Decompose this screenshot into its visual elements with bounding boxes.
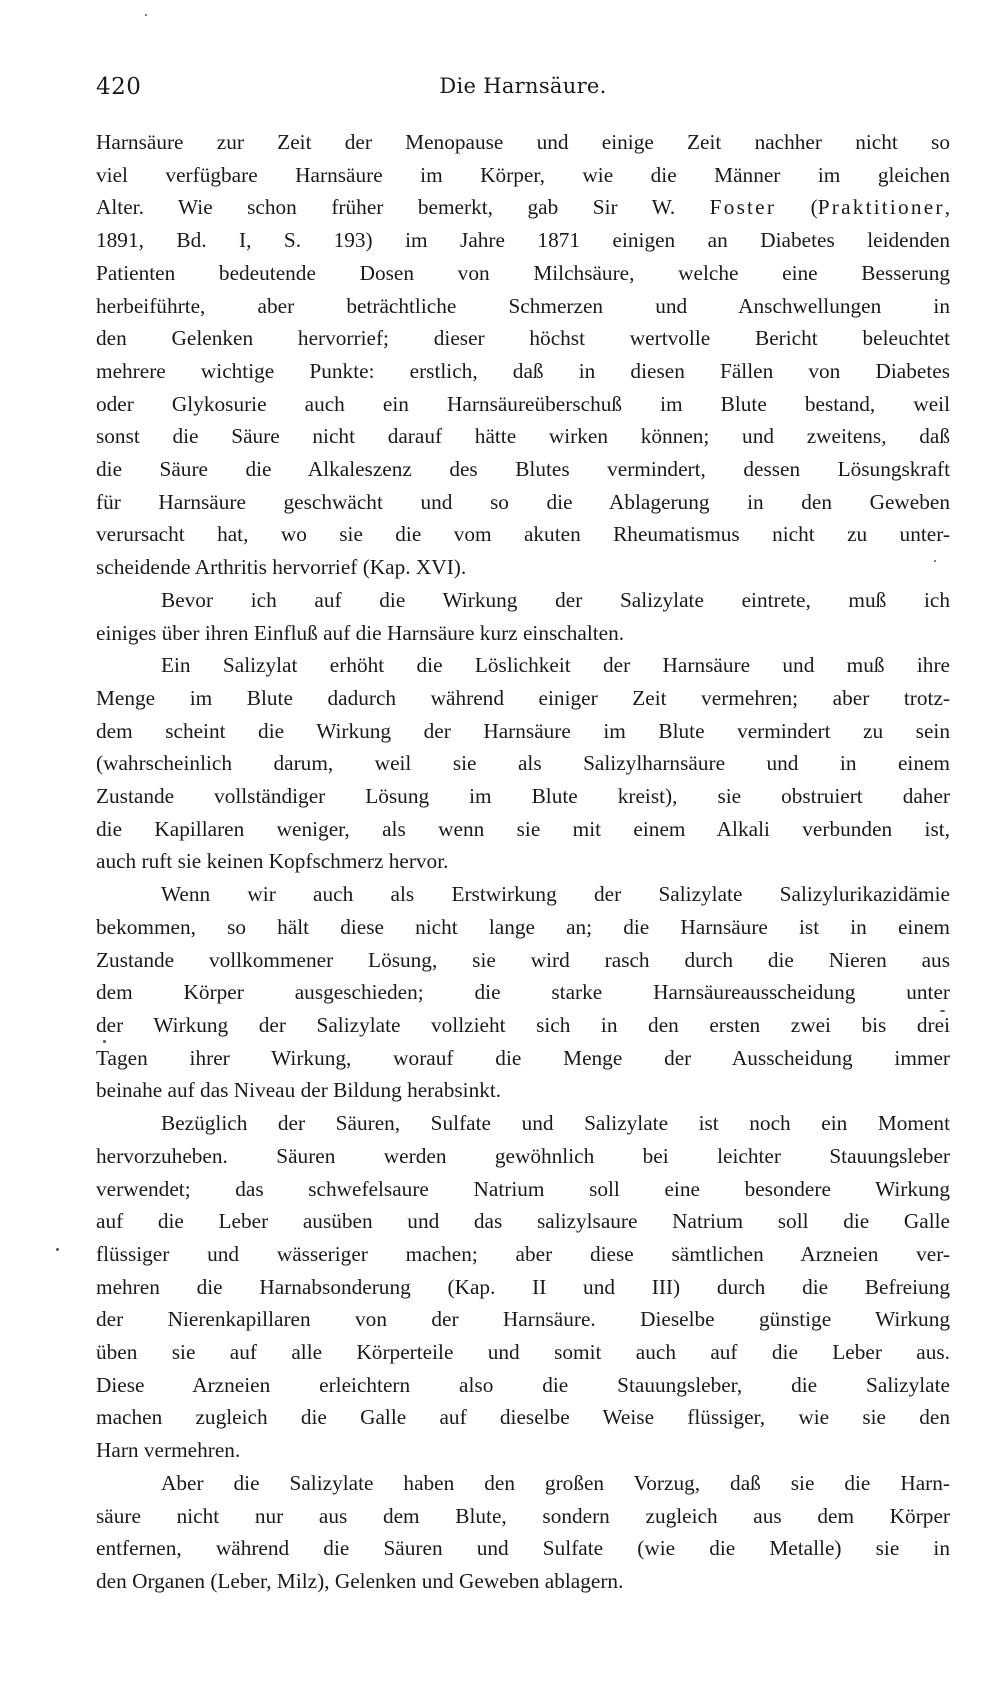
scan-speck (145, 14, 147, 16)
text-line: mehrere wichtige Punkte: erstlich, daß in diesen Fällen von Diabetes (96, 358, 950, 383)
text-line: einiges über ihren Einfluß auf die Harnsäure kurz einschalten. (96, 620, 625, 645)
text-line: Alter. Wie schon früher bemerkt, gab Sir W. Foster (Praktitioner, (96, 195, 951, 220)
text-line: der Nierenkapillaren von der Harnsäure. Dieselbe günstige Wirkung (96, 1307, 950, 1332)
text-line: bekommen, so hält diese nicht lange an; die Harnsäure ist in einem (96, 914, 950, 939)
text-line: den Gelenken hervorrief; dieser höchst wertvolle Bericht beleuchtet (96, 326, 950, 351)
text-line: oder Glykosurie auch ein Harnsäureüberschuß im Blute bestand, weil (96, 391, 950, 416)
text-line: Harnsäure zur Zeit der Menopause und einige Zeit nachher nicht so (96, 130, 950, 154)
paragraph (96, 126, 950, 584)
text-line: Zustande vollständiger Lösung im Blute kreist), sie obstruiert daher (96, 784, 950, 809)
text-line: sonst die Säure nicht darauf hätte wirken können; und zweitens, daß (96, 424, 950, 449)
text-line: machen zugleich die Galle auf dieselbe Weise flüssiger, wie sie den (96, 1405, 950, 1430)
scan-speck (103, 1040, 106, 1043)
text-line: Bevor ich auf die Wirkung der Salizylate eintrete, muß ich (161, 587, 950, 612)
paragraph (96, 1467, 950, 1598)
text-line: verursacht hat, wo sie die vom akuten Rheumatismus nicht zu unter- (96, 522, 950, 547)
text-line: scheidende Arthritis hervorrief (Kap. XVI). (96, 555, 467, 580)
text-line: für Harnsäure geschwächt und so die Ablagerung in den Geweben (96, 489, 950, 514)
text-line: flüssiger und wässeriger machen; aber diese sämtlichen Arzneien ver- (96, 1241, 950, 1266)
text-line: säure nicht nur aus dem Blute, sondern zugleich aus dem Körper (96, 1503, 950, 1528)
paragraph (96, 584, 950, 649)
text-line: den Organen (Leber, Milz), Gelenken und Geweben ablagern. (96, 1568, 624, 1593)
running-head: Die Harnsäure. (439, 74, 607, 98)
page-number: 420 (96, 74, 142, 100)
text-line: Aber die Salizylate haben den großen Vorzug, daß sie die Harn- (161, 1470, 950, 1495)
text-line: Zustande vollkommener Lösung, sie wird rasch durch die Nieren aus (96, 947, 950, 972)
scan-speck (940, 1010, 945, 1012)
text-line: verwendet; das schwefelsaure Natrium soll eine besondere Wirkung (96, 1176, 950, 1201)
text-line: hervorzuheben. Säuren werden gewöhnlich bei leichter Stauungsleber (96, 1143, 950, 1168)
paragraph (96, 649, 950, 878)
text-line: üben sie auf alle Körperteile und somit auch auf die Leber aus. (96, 1340, 950, 1365)
text-line: der Wirkung der Salizylate vollzieht sich in den ersten zwei bis drei (96, 1012, 950, 1037)
text-line: Diese Arzneien erleichtern also die Stauungsleber, die Salizylate (96, 1372, 950, 1397)
paragraph (96, 878, 950, 1107)
scan-speck (56, 1248, 59, 1251)
body-text (96, 126, 950, 1598)
text-line: mehren die Harnabsonderung (Kap. II und III) durch die Befreiung (96, 1274, 950, 1299)
text-line: auf die Leber ausüben und das salizylsaure Natrium soll die Galle (96, 1209, 950, 1234)
text-line: viel verfügbare Harnsäure im Körper, wie die Männer im gleichen (96, 162, 950, 187)
text-line: beinahe auf das Niveau der Bildung herabsinkt. (96, 1078, 502, 1103)
scan-speck (934, 560, 936, 562)
text-line: 1891, Bd. I, S. 193) im Jahre 1871 einigen an Diabetes leidenden (96, 228, 950, 253)
paragraph (96, 1107, 950, 1467)
text-line: Patienten bedeutende Dosen von Milchsäure, welche eine Besserung (96, 260, 950, 285)
text-line: dem Körper ausgeschieden; die starke Harnsäureausscheidung unter (96, 980, 950, 1005)
text-line: entfernen, während die Säuren und Sulfate (wie die Metalle) sie in (96, 1536, 950, 1561)
text-line: Menge im Blute dadurch während einiger Zeit vermehren; aber trotz- (96, 685, 950, 710)
text-line: auch ruft sie keinen Kopfschmerz hervor. (96, 849, 449, 874)
page-header (96, 74, 950, 114)
text-line: Harn vermehren. (96, 1438, 241, 1463)
text-line: herbeiführte, aber beträchtliche Schmerzen und Anschwellungen in (96, 293, 950, 318)
text-line: dem scheint die Wirkung der Harnsäure im Blute vermindert zu sein (96, 718, 950, 743)
text-line: Ein Salizylat erhöht die Löslichkeit der Harnsäure und muß ihre (161, 653, 950, 678)
text-line: Tagen ihrer Wirkung, worauf die Menge der Ausscheidung immer (96, 1045, 950, 1070)
text-line: Bezüglich der Säuren, Sulfate und Salizylate ist noch ein Moment (161, 1111, 950, 1136)
text-line: die Säure die Alkaleszenz des Blutes vermindert, dessen Lösungskraft (96, 457, 950, 482)
text-line: (wahrscheinlich darum, weil sie als Salizylharnsäure und in einem (96, 751, 950, 776)
text-line: die Kapillaren weniger, als wenn sie mit einem Alkali verbunden ist, (96, 816, 950, 841)
text-line: Wenn wir auch als Erstwirkung der Salizylate Salizylurikazidämie (161, 882, 950, 907)
